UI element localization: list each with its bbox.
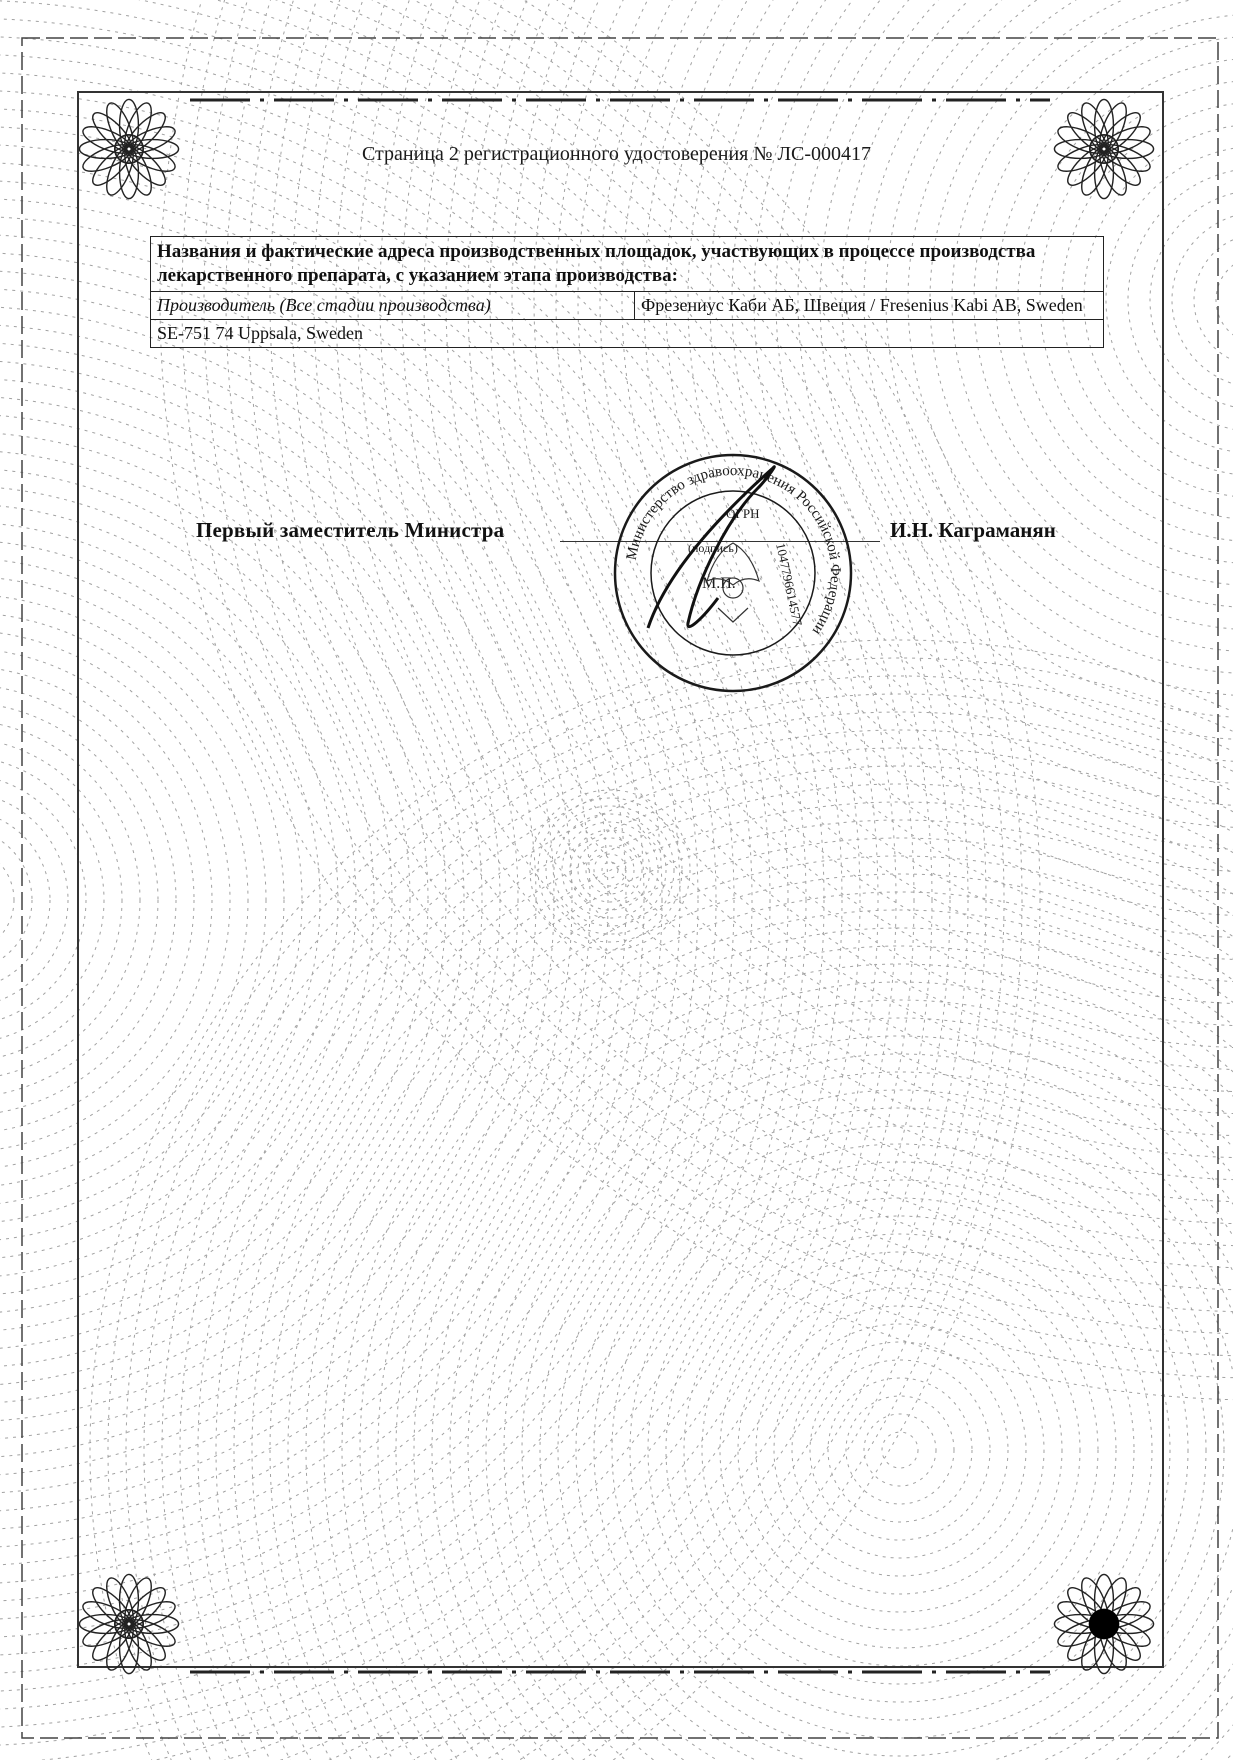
table-row: [151, 292, 1104, 320]
rosette-bottom-left-icon: [70, 1565, 188, 1683]
seal-caption: М.П.: [702, 575, 736, 592]
manufacturer-address: SE-751 74 Uppsala, Sweden: [151, 320, 1104, 348]
production-sites-table: [150, 236, 1104, 348]
table-heading: Названия и фактические адреса производственных площадок, участвующих в процессе производства лекарственного препарата, с указанием этапа производства:: [151, 237, 1104, 292]
table-row: [151, 237, 1104, 292]
official-seal: [608, 448, 858, 698]
page-title: Страница 2 регистрационного удостоверения № ЛС-000417: [361, 143, 872, 165]
seal-ogrn-label: ОГРН: [726, 506, 760, 521]
signer-name: И.Н. Каграманян: [890, 518, 1056, 542]
signer-position: Первый заместитель Министра: [196, 518, 505, 542]
seal-ogrn-number: 1047796614577: [773, 541, 806, 628]
manufacturer-role: Производитель (Все стадии производства): [151, 292, 635, 320]
seal-signature-caption: (подпись): [688, 541, 738, 555]
manufacturer-name: Фрезениус Каби АБ, Швеция / Fresenius Kabi AB, Sweden: [635, 292, 1104, 320]
table-row: [151, 320, 1104, 348]
rosette-bottom-right-icon: [1045, 1565, 1163, 1683]
seal-ring-text: Министерство здравоохранения Российской Федерации: [623, 462, 844, 638]
